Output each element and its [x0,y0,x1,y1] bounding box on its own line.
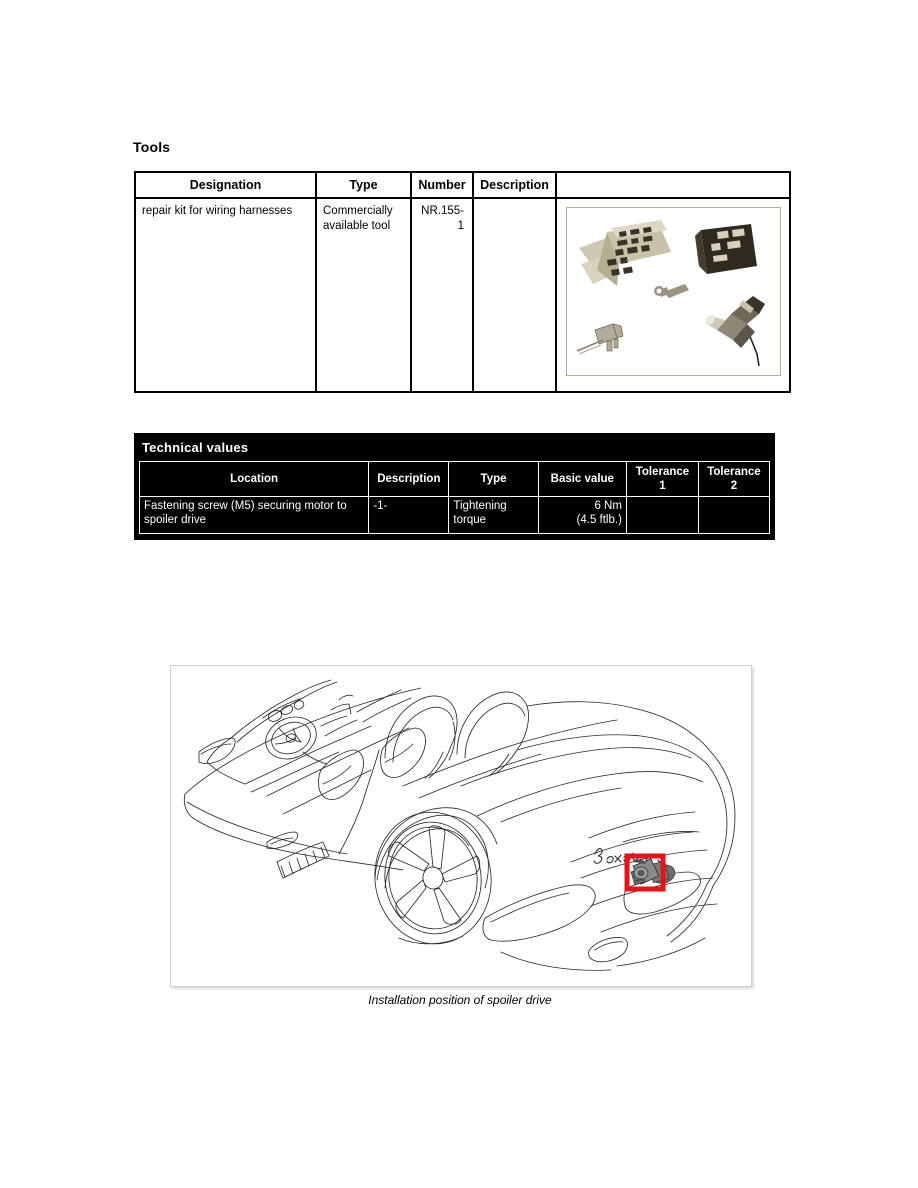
table-row [140,497,770,534]
tools-col-description: Description [473,172,556,198]
tv-col-description: Description [369,462,449,497]
tv-location-cell: Fastening screw (M5) securing motor to spoiler drive [140,497,369,534]
technical-values-title: Technical values [142,440,249,455]
figure-caption: Installation position of spoiler drive [368,993,552,1007]
tools-col-type: Type [316,172,411,198]
tv-description-cell: -1- [369,497,449,534]
tv-basic-value-line2: (4.5 ftlb.) [576,514,622,527]
tools-col-image [556,172,790,198]
tool-number-cell: NR.155-1 [411,198,473,392]
tv-tolerance-1-cell [626,497,698,534]
tools-table-header-row [135,172,790,198]
tv-col-tolerance-1: Tolerance 1 [626,462,698,497]
technical-values-table [139,461,770,534]
tv-tolerance-2-cell [698,497,769,534]
tv-type-cell: Tightening torque [449,497,538,534]
tool-type-cell: Commercially available tool [316,198,411,392]
tv-col-tolerance-2: Tolerance 2 [698,462,769,497]
tools-heading: Tools [133,139,171,155]
technical-values-block [134,433,775,540]
tools-col-designation: Designation [135,172,316,198]
spoiler-drive-illustration [170,665,752,987]
tool-description-cell [473,198,556,392]
table-row [135,198,790,392]
tool-image-cell [556,198,790,392]
tools-table [134,171,791,393]
tv-basic-value-cell [538,497,626,534]
tv-col-basic-value: Basic value [538,462,626,497]
tv-basic-value-line1: 6 Nm [594,500,622,512]
tv-col-location: Location [140,462,369,497]
tv-col-type: Type [449,462,538,497]
technical-values-header-row [140,462,770,497]
tools-col-number: Number [411,172,473,198]
tool-designation-cell: repair kit for wiring harnesses [135,198,316,392]
repair-kit-photo [566,207,781,376]
